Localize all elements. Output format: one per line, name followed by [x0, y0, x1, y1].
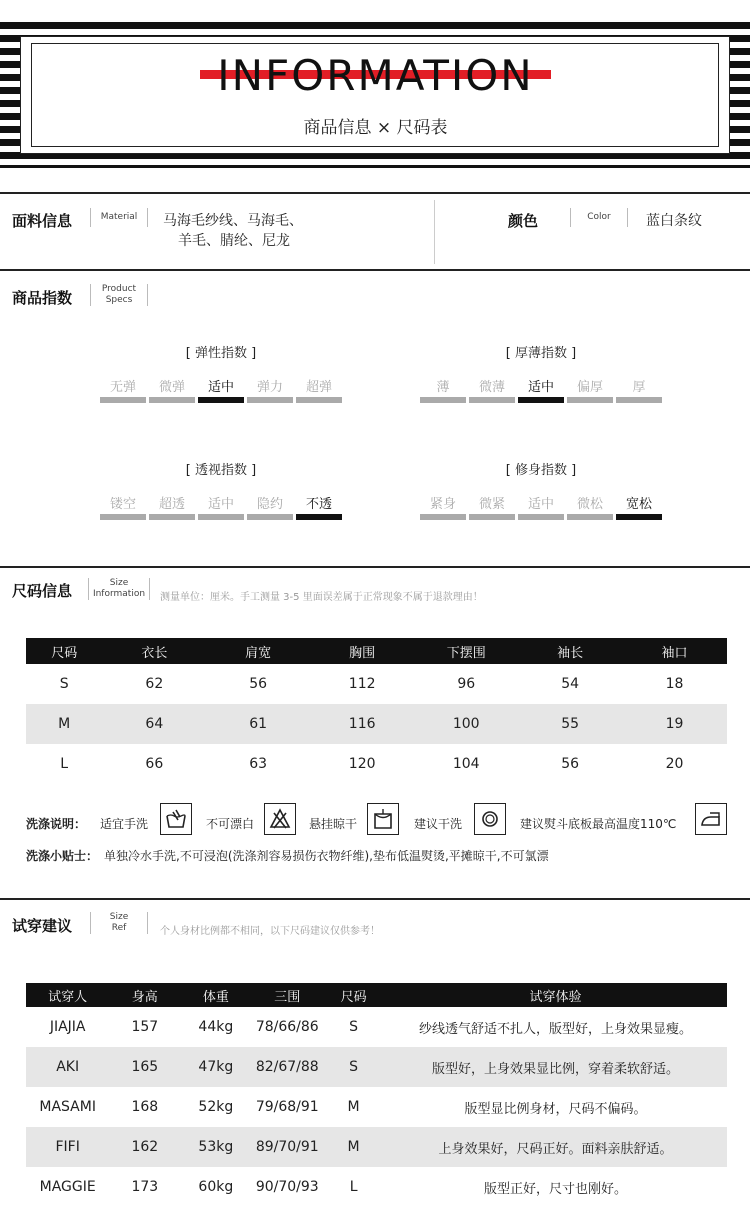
page-subtitle: 商品信息 × 尺码表	[303, 118, 448, 138]
material-label-en: Material	[90, 208, 148, 227]
table-cell: M	[347, 1099, 360, 1115]
spec-bar-selected	[198, 397, 244, 403]
divider	[0, 898, 750, 900]
table-cell: L	[60, 756, 69, 772]
spec-bar-selected	[518, 397, 564, 403]
table-cell: S	[59, 676, 69, 692]
wash-tips: 单独冷水手洗,不可浸泡(洗涤剂容易损伤衣物纤维),垫布低温熨烫,平摊晾干,不可氯漂	[104, 849, 549, 863]
color-label-en: Color	[570, 208, 628, 227]
table-cell: 56	[249, 676, 268, 692]
column-divider	[434, 200, 435, 264]
table-cell: 53kg	[198, 1139, 234, 1155]
spec-option-label: 微松	[576, 497, 603, 512]
size-table-header	[26, 638, 727, 664]
table-cell: M	[347, 1139, 360, 1155]
divider	[0, 566, 750, 568]
table-cell: 165	[131, 1059, 159, 1075]
table-cell: 55	[561, 716, 580, 732]
spec-bar	[100, 397, 146, 403]
spec-option-label: 不透	[305, 497, 332, 512]
table-header-cell: 肩宽	[245, 645, 272, 661]
table-cell: JIAJIA	[49, 1019, 86, 1035]
spec-bar	[616, 397, 662, 403]
wash-instruction-label: 建议熨斗底板最高温度110℃	[520, 817, 677, 831]
wash-tips-label: 洗涤小贴士：	[26, 849, 99, 863]
material-value-line1: 马海毛纱线、马海毛、	[163, 213, 303, 229]
dry-clean-icon	[474, 803, 506, 835]
table-cell: 版型正好，尺寸也刚好。	[483, 1181, 627, 1197]
tryon-note: 个人身材比例都不相同，以下尺码建议仅供参考！	[160, 926, 380, 937]
tryon-table	[26, 983, 727, 1207]
material-label: 面料信息	[12, 212, 73, 230]
spec-group-title: [ 透视指数 ]	[185, 463, 257, 478]
iron-icon	[695, 803, 727, 835]
spec-option-label: 弹力	[256, 380, 283, 395]
wash-instruction-label: 悬挂晾干	[309, 817, 358, 831]
spec-option-label: 适中	[207, 497, 234, 512]
table-header-cell: 尺码	[340, 989, 367, 1005]
spec-bar	[198, 514, 244, 520]
spec-bar	[469, 514, 515, 520]
table-header-cell: 三围	[274, 989, 301, 1005]
spec-bar	[247, 397, 293, 403]
spec-group-title: [ 修身指数 ]	[505, 463, 577, 478]
table-header-cell: 胸围	[349, 645, 376, 661]
spec-option-label: 宽松	[625, 497, 652, 512]
spec-option-label: 适中	[527, 380, 554, 395]
table-cell: AKI	[56, 1059, 80, 1075]
table-cell: 90/70/93	[255, 1179, 319, 1195]
spec-option-label: 紧身	[429, 497, 456, 512]
table-row	[26, 704, 727, 744]
table-row	[26, 1167, 727, 1207]
wash-instruction-label: 不可漂白	[206, 817, 255, 831]
table-cell: 47kg	[198, 1059, 234, 1075]
table-cell: 版型好，上身效果显比例，穿着柔软舒适。	[431, 1061, 679, 1077]
wash-instruction-label: 建议干洗	[414, 817, 463, 831]
table-cell: 112	[348, 676, 376, 692]
spec-bar	[567, 397, 613, 403]
table-header-cell: 身高	[131, 989, 158, 1005]
table-row	[26, 1127, 727, 1167]
hand-wash-icon	[160, 803, 192, 835]
table-cell: FIFI	[55, 1139, 80, 1155]
table-row	[26, 744, 727, 784]
material-value-line2: 羊毛、腈纶、尼龙	[178, 233, 290, 249]
wash-label: 洗涤说明：	[26, 817, 87, 831]
table-cell: M	[58, 716, 71, 732]
hang-dry-icon	[367, 803, 399, 835]
spec-bar	[100, 514, 146, 520]
table-cell: 162	[131, 1139, 159, 1155]
spec-bar	[469, 397, 515, 403]
specs-label: 商品指数	[12, 289, 73, 307]
no-bleach-icon	[264, 803, 296, 835]
table-header-cell: 试穿人	[48, 989, 88, 1005]
table-cell: 60kg	[198, 1179, 234, 1195]
size-table	[26, 638, 727, 784]
color-value: 蓝白条纹	[646, 213, 702, 229]
spec-bar-selected	[296, 514, 342, 520]
table-cell: 18	[665, 676, 684, 692]
table-cell: 173	[131, 1179, 159, 1195]
table-header-cell: 试穿体验	[529, 989, 582, 1005]
table-cell: 104	[452, 756, 480, 772]
table-cell: 20	[665, 756, 684, 772]
tryon-table-header	[26, 983, 727, 1007]
page-title: INFORMATION	[217, 51, 534, 100]
spec-bar	[518, 514, 564, 520]
spec-bar-selected	[616, 514, 662, 520]
table-cell: MASAMI	[39, 1099, 96, 1115]
spec-option-label: 超弹	[305, 380, 332, 395]
spec-bar	[296, 397, 342, 403]
table-cell: L	[349, 1179, 358, 1195]
table-cell: 66	[145, 756, 164, 772]
table-cell: 64	[145, 716, 164, 732]
table-cell: 54	[561, 676, 580, 692]
spec-option-label: 微薄	[478, 380, 505, 395]
spec-option-label: 厚	[632, 380, 646, 395]
table-cell: S	[349, 1019, 359, 1035]
table-cell: 120	[348, 756, 376, 772]
table-cell: 96	[457, 676, 476, 692]
table-cell: 44kg	[198, 1019, 234, 1035]
table-cell: 61	[249, 716, 268, 732]
table-cell: 版型显比例身材，尺码不偏码。	[464, 1101, 647, 1117]
color-label: 颜色	[508, 212, 539, 230]
table-cell: 63	[249, 756, 268, 772]
table-cell: 52kg	[198, 1099, 234, 1115]
table-header-cell: 袖口	[661, 645, 688, 661]
size-label-en: Size Information	[88, 578, 150, 600]
table-cell: 56	[561, 756, 580, 772]
spec-option-label: 无弹	[109, 380, 136, 395]
table-header-cell: 下摆围	[446, 645, 486, 661]
table-header-cell: 袖长	[557, 645, 584, 661]
table-header-cell: 衣长	[141, 645, 168, 661]
tryon-label-en: Size Ref	[90, 912, 148, 934]
spec-option-label: 微弹	[158, 380, 185, 395]
table-row	[26, 1047, 727, 1087]
spec-option-label: 适中	[527, 497, 554, 512]
table-header-cell: 体重	[202, 989, 229, 1005]
table-cell: 89/70/91	[255, 1139, 319, 1155]
table-cell: 168	[131, 1099, 159, 1115]
spec-option-label: 隐约	[256, 497, 283, 512]
spec-option-label: 镂空	[109, 497, 136, 512]
size-note: 测量单位：厘米。手工测量 3-5 里面误差属于正常现象不属于退款理由！	[160, 592, 483, 603]
table-cell: S	[349, 1059, 359, 1075]
size-label: 尺码信息	[12, 582, 73, 600]
spec-option-label: 微紧	[478, 497, 505, 512]
spec-group-title: [ 厚薄指数 ]	[505, 346, 577, 361]
table-row	[26, 1007, 727, 1047]
wash-instruction-label: 适宜手洗	[100, 817, 149, 831]
table-cell: 100	[452, 716, 480, 732]
table-cell: 79/68/91	[255, 1099, 319, 1115]
table-row	[26, 1087, 727, 1127]
spec-bar	[420, 514, 466, 520]
spec-bar	[420, 397, 466, 403]
divider	[0, 192, 750, 194]
tryon-label: 试穿建议	[12, 917, 73, 935]
table-cell: 上身效果好，尺码正好。面料亲肤舒适。	[438, 1141, 673, 1157]
spec-group-title: [ 弹性指数 ]	[185, 346, 257, 361]
table-header-cell: 尺码	[51, 645, 78, 661]
table-cell: 19	[665, 716, 684, 732]
spec-option-label: 超透	[158, 497, 185, 512]
table-cell: 116	[348, 716, 376, 732]
table-cell: 纱线透气舒适不扎人，版型好，上身效果显瘦。	[418, 1021, 692, 1037]
table-row	[26, 664, 727, 704]
spec-bar	[149, 514, 195, 520]
spec-bar	[247, 514, 293, 520]
table-cell: 157	[131, 1019, 159, 1035]
table-cell: 78/66/86	[255, 1019, 319, 1035]
spec-option-label: 偏厚	[576, 380, 603, 395]
divider	[0, 269, 750, 271]
spec-option-label: 适中	[207, 380, 234, 395]
specs-label-en: Product Specs	[90, 284, 148, 306]
table-cell: 62	[145, 676, 164, 692]
spec-bar	[567, 514, 613, 520]
table-cell: 82/67/88	[255, 1059, 319, 1075]
spec-option-label: 薄	[436, 380, 450, 395]
spec-bar	[149, 397, 195, 403]
table-cell: MAGGIE	[39, 1179, 96, 1195]
